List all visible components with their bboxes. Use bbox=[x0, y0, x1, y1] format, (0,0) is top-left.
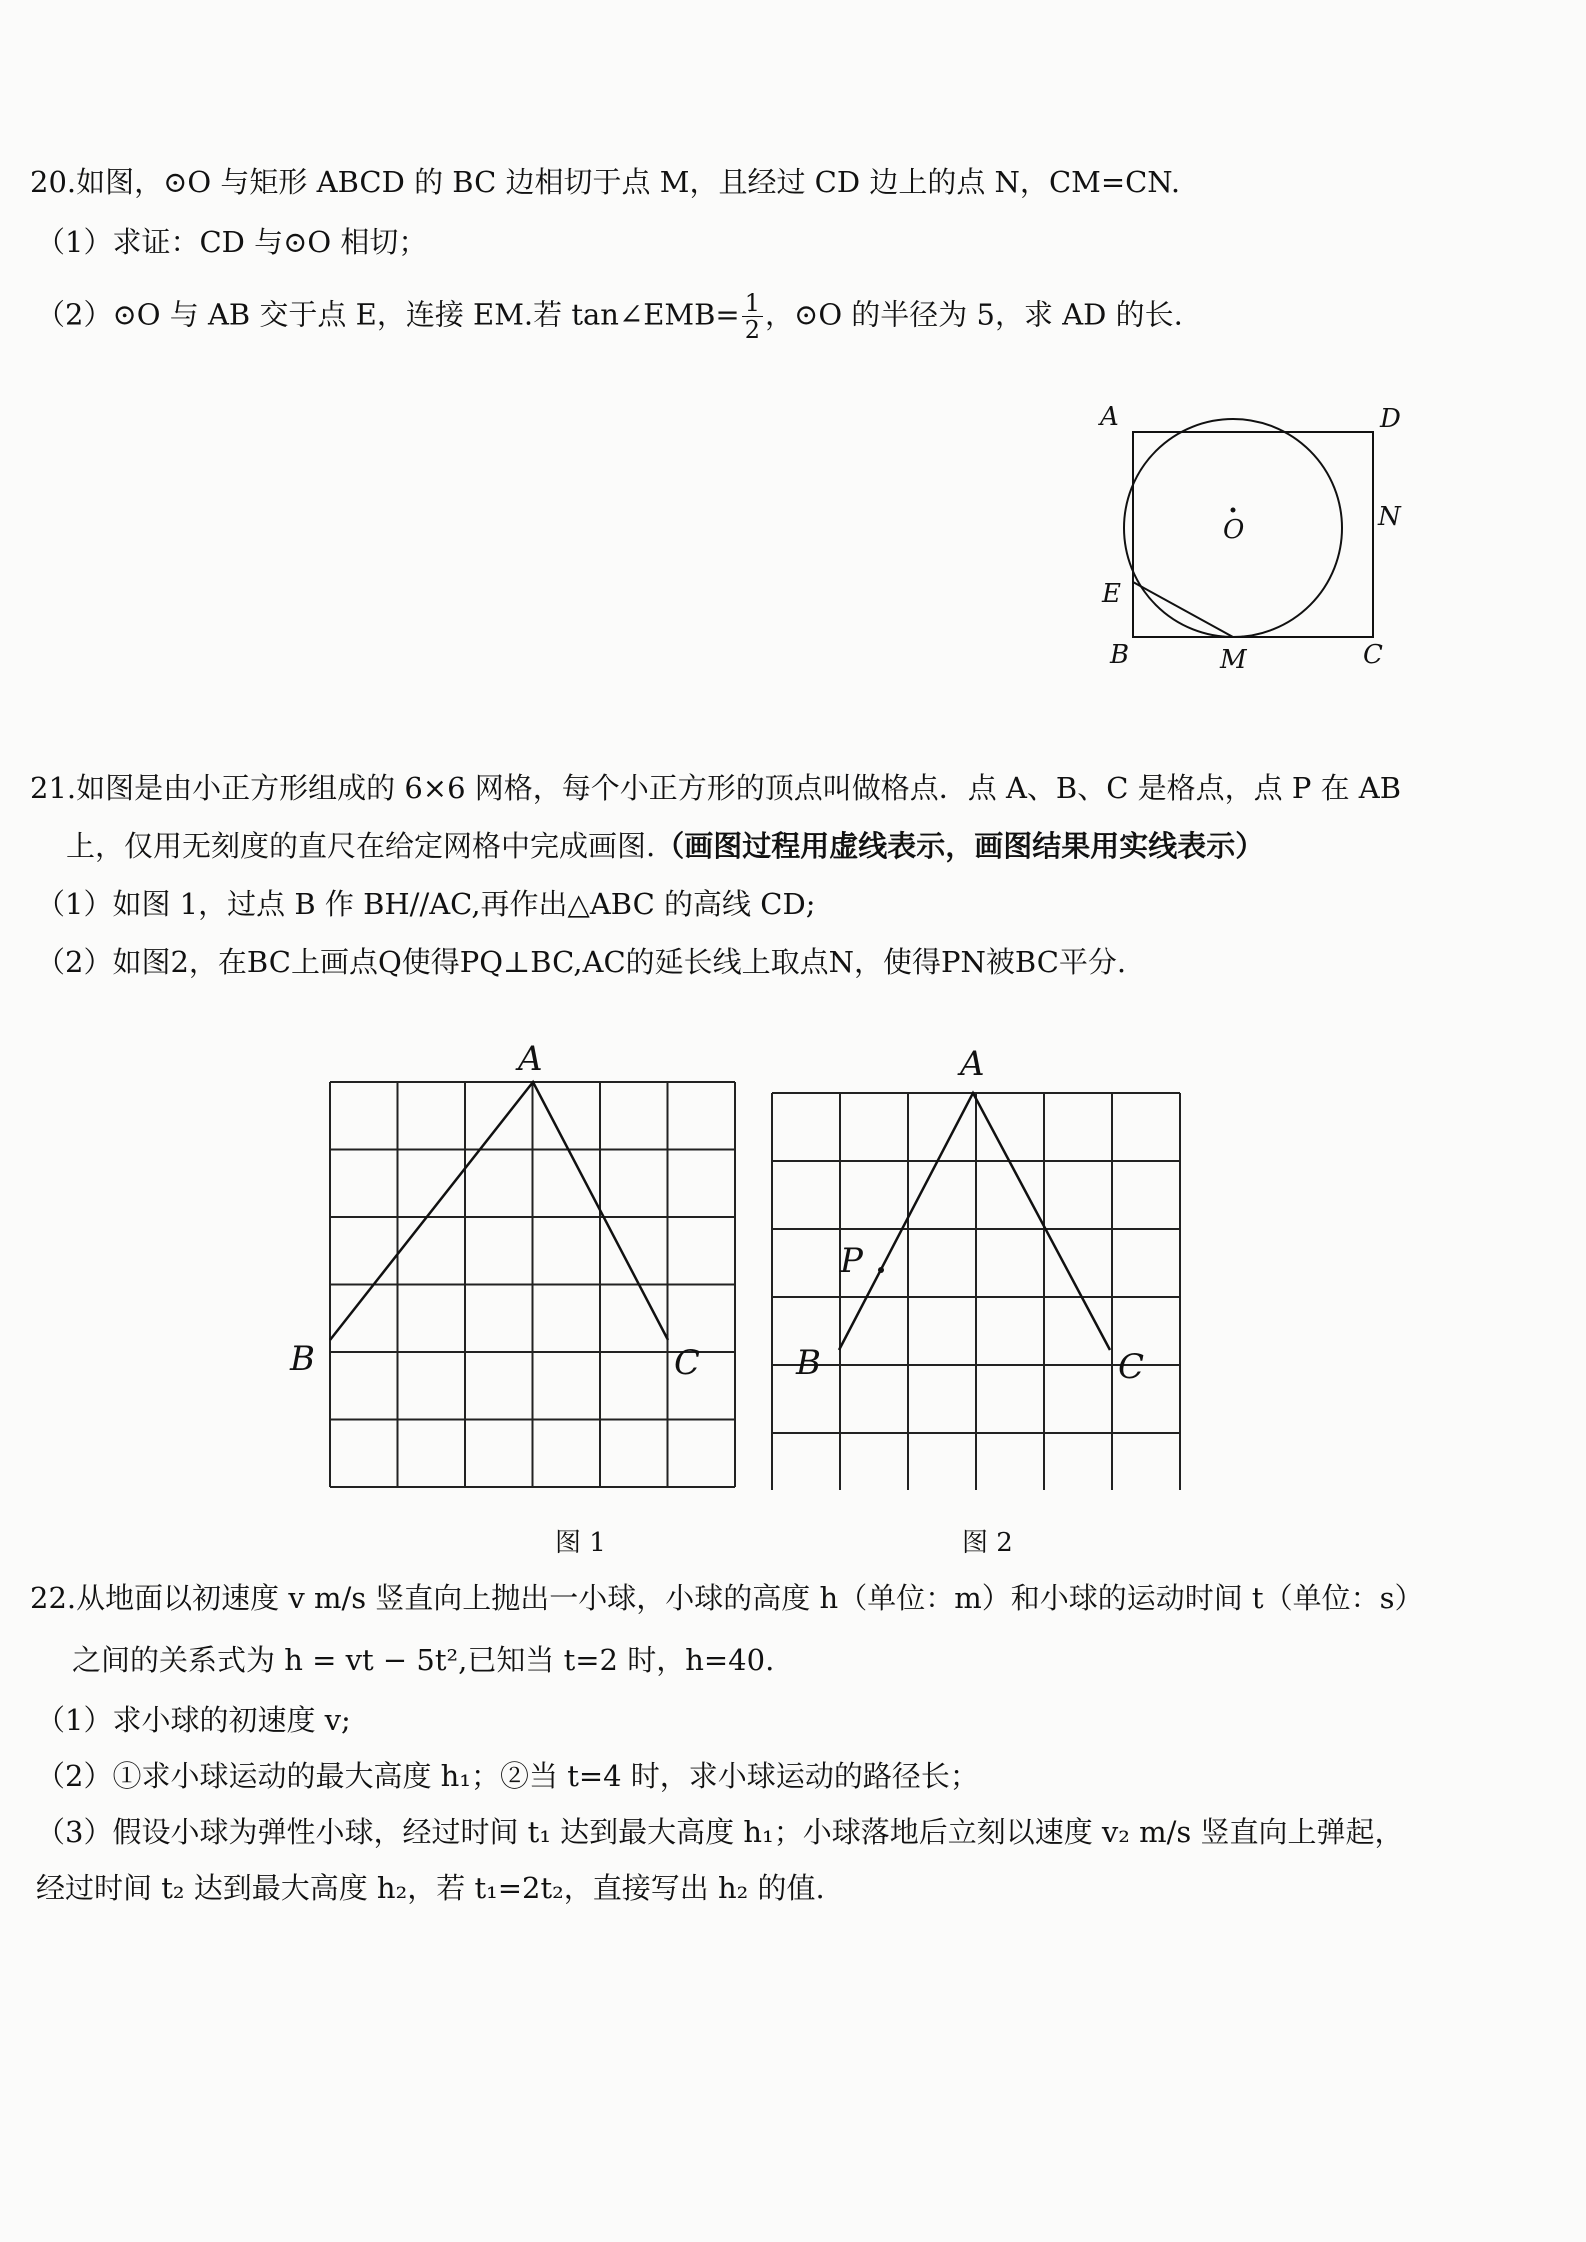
fig2-label-p: P bbox=[840, 1241, 863, 1281]
q20-part2-before: （2）⊙O 与 AB 交于点 E，连接 EM.若 tan∠EMB= bbox=[36, 297, 740, 332]
label-c: C bbox=[1363, 640, 1383, 670]
caption-figure-1: 图 1 bbox=[555, 1528, 606, 1558]
q22-stem-line1: 22.从地面以初速度 v m/s 竖直向上抛出一小球，小球的高度 h（单位：m）和小球的运动时间 t（单位：s） bbox=[30, 1581, 1424, 1615]
label-b: B bbox=[1110, 640, 1130, 670]
grid-6x6-fig1 bbox=[330, 1082, 735, 1487]
q20-part2-after: ，⊙O 的半径为 5，求 AD 的长. bbox=[765, 297, 1183, 332]
q20-fraction-denominator: 2 bbox=[744, 316, 761, 344]
fig1-label-b: B bbox=[290, 1339, 315, 1379]
q20-stem: 20.如图，⊙O 与矩形 ABCD 的 BC 边相切于点 M，且经过 CD 边上的点 N，CM=CN. bbox=[30, 165, 1181, 199]
label-o: O bbox=[1223, 515, 1245, 545]
fig2-label-a: A bbox=[960, 1044, 985, 1084]
q22-part3-line2: 经过时间 t₂ 达到最大高度 h₂，若 t₁=2t₂，直接写出 h₂ 的值. bbox=[36, 1871, 825, 1905]
q21-stem-plain: 上，仅用无刻度的直尺在给定网格中完成画图. bbox=[66, 829, 656, 863]
q21-stem-line2 bbox=[66, 826, 1264, 866]
label-n: N bbox=[1378, 502, 1401, 532]
triangle-abc-fig2 bbox=[839, 1093, 1110, 1350]
q21-stem-line1: 21.如图是由小正方形组成的 6×6 网格，每个小正方形的顶点叫做格点．点 A、B、C 是格点，点 P 在 AB bbox=[30, 771, 1402, 805]
caption-figure-2: 图 2 bbox=[962, 1528, 1013, 1558]
q21-part2: （2）如图2，在BC上画点Q使得PQ⊥BC,AC的延长线上取点N，使得PN被BC平分. bbox=[36, 945, 1127, 979]
triangle-abc-fig1 bbox=[330, 1082, 668, 1340]
q21-part1: （1）如图 1，过点 B 作 BH//AC,再作出△ABC 的高线 CD; bbox=[36, 887, 816, 921]
point-p-dot bbox=[878, 1267, 884, 1273]
rectangle-abcd bbox=[1133, 432, 1373, 637]
segment-em bbox=[1133, 582, 1233, 637]
q21-figure-2 bbox=[760, 1030, 1200, 1490]
q20-part2 bbox=[36, 290, 1183, 343]
q20-figure bbox=[1080, 370, 1440, 680]
fig1-label-c: C bbox=[674, 1343, 701, 1383]
q22-part3-line1: （3）假设小球为弹性小球，经过时间 t₁ 达到最大高度 h₁；小球落地后立刻以速度 v₂ m/s 竖直向上弹起， bbox=[36, 1815, 1404, 1849]
grid-6x6-fig2 bbox=[772, 1093, 1180, 1490]
fig1-label-a: A bbox=[518, 1039, 543, 1079]
q22-part2: （2）①求小球运动的最大高度 h₁；②当 t=4 时，求小球运动的路径长； bbox=[36, 1759, 979, 1793]
label-d: D bbox=[1380, 404, 1401, 434]
q22-stem-line2: 之间的关系式为 h = vt − 5t²,已知当 t=2 时，h=40. bbox=[72, 1643, 775, 1677]
q20-fraction bbox=[742, 290, 763, 343]
q21-stem-bold: （画图过程用虚线表示，画图结果用实线表示） bbox=[655, 829, 1265, 863]
q20-fraction-numerator: 1 bbox=[742, 290, 763, 317]
q22-part1: （1）求小球的初速度 v; bbox=[36, 1703, 351, 1737]
center-o-dot bbox=[1231, 508, 1236, 513]
label-m: M bbox=[1220, 645, 1247, 675]
label-a: A bbox=[1100, 402, 1119, 432]
label-e: E bbox=[1102, 579, 1121, 609]
fig2-label-b: B bbox=[796, 1343, 821, 1383]
q20-part1: （1）求证：CD 与⊙O 相切； bbox=[36, 225, 428, 259]
fig2-label-c: C bbox=[1118, 1347, 1145, 1387]
q21-figure-1 bbox=[270, 1030, 750, 1490]
